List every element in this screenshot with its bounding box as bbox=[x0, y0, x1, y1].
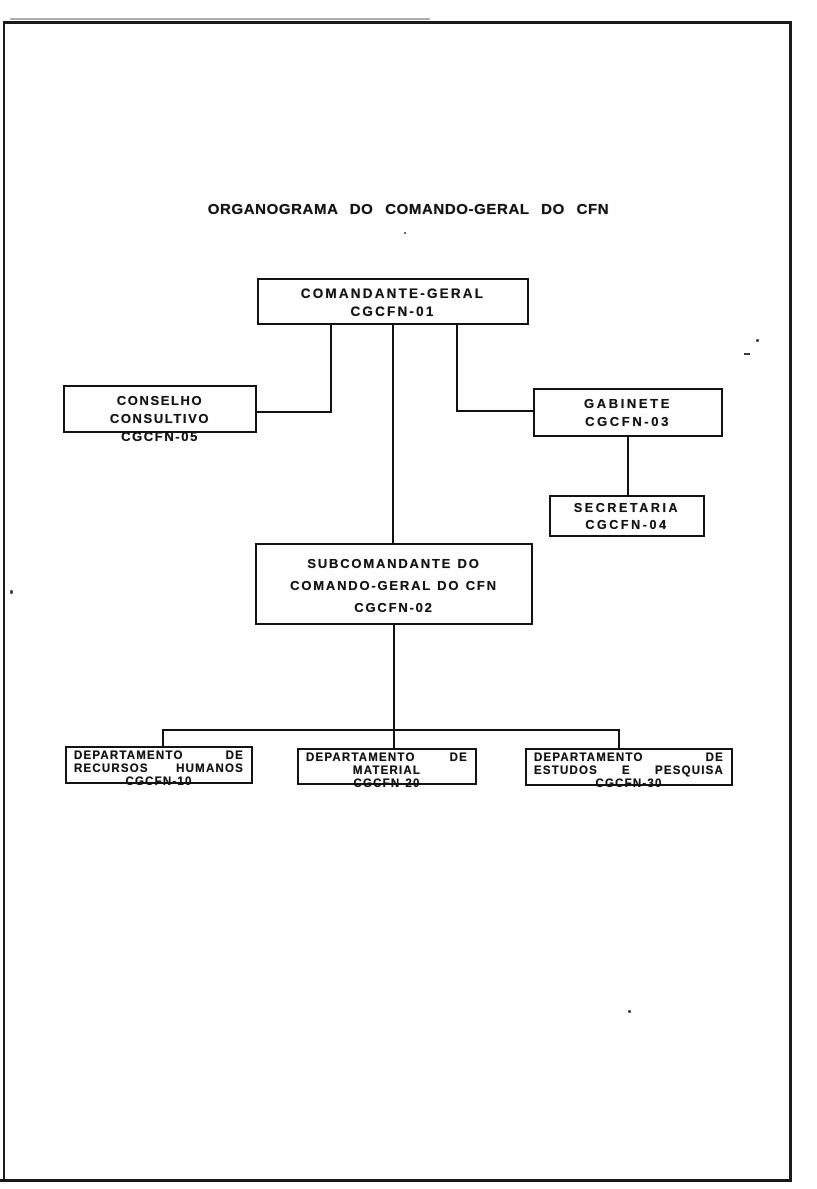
node-label: DEPARTAMENTO DE bbox=[74, 750, 244, 762]
connector-comandante-subcomandante-v bbox=[392, 323, 394, 545]
connector-depts-distribution-h bbox=[162, 729, 620, 731]
node-label: GABINETE bbox=[584, 396, 672, 411]
node-label: SECRETARIA bbox=[573, 501, 681, 515]
connector-dept-estudos-v bbox=[618, 729, 620, 750]
node-label: RECURSOS HUMANOS bbox=[74, 763, 244, 775]
node-code: CGCFN-20 bbox=[353, 778, 421, 790]
connector-gabinete-secretaria-v bbox=[627, 435, 629, 497]
connector-comandante-conselho-v bbox=[330, 323, 332, 413]
node-code: CGCFN-10 bbox=[125, 776, 193, 788]
node-code: CGCFN-03 bbox=[585, 414, 671, 429]
org-node-comandante-geral bbox=[257, 278, 529, 325]
page-border-top-smudge bbox=[10, 18, 430, 20]
noise-speck bbox=[10, 590, 13, 594]
node-label: COMANDANTE-GERAL bbox=[300, 286, 486, 301]
noise-speck bbox=[744, 353, 750, 355]
org-node-departamento-material bbox=[297, 748, 477, 790]
org-node-subcomandante bbox=[255, 543, 533, 625]
noise-speck bbox=[404, 232, 406, 234]
noise-speck bbox=[756, 339, 759, 342]
node-label: SUBCOMANDANTE DO bbox=[307, 556, 481, 571]
node-label: DEPARTAMENTO DE bbox=[306, 752, 468, 764]
org-node-departamento-recursos-humanos bbox=[65, 746, 253, 788]
page-border-left bbox=[3, 21, 5, 1182]
node-code: CGCFN-30 bbox=[595, 778, 663, 790]
node-label: COMANDO-GERAL DO CFN bbox=[290, 578, 498, 593]
page-border-right bbox=[789, 21, 792, 1182]
page-border-bottom bbox=[0, 1179, 792, 1182]
node-code: CGCFN-01 bbox=[350, 304, 436, 319]
org-node-secretaria bbox=[549, 495, 705, 537]
noise-speck bbox=[628, 1010, 631, 1013]
chart-title: ORGANOGRAMA DO COMANDO-GERAL DO CFN bbox=[207, 201, 610, 218]
node-label: CONSELHO CONSULTIVO bbox=[109, 393, 211, 426]
node-label: MATERIAL bbox=[352, 765, 422, 777]
connector-comandante-gabinete-h bbox=[456, 410, 534, 412]
node-code: CGCFN-02 bbox=[354, 600, 434, 615]
node-label: ESTUDOS E PESQUISA bbox=[534, 765, 724, 777]
org-node-departamento-estudos-pesquisa bbox=[525, 748, 733, 790]
node-label: DEPARTAMENTO DE bbox=[534, 752, 724, 764]
page-border-top bbox=[3, 21, 792, 24]
org-node-conselho-consultivo bbox=[63, 385, 257, 444]
org-node-gabinete bbox=[533, 388, 723, 437]
connector-comandante-gabinete-v bbox=[456, 323, 458, 412]
node-code: CGCFN-04 bbox=[585, 518, 669, 532]
node-code: CGCFN-05 bbox=[121, 429, 199, 444]
connector-comandante-conselho-h bbox=[256, 411, 332, 413]
